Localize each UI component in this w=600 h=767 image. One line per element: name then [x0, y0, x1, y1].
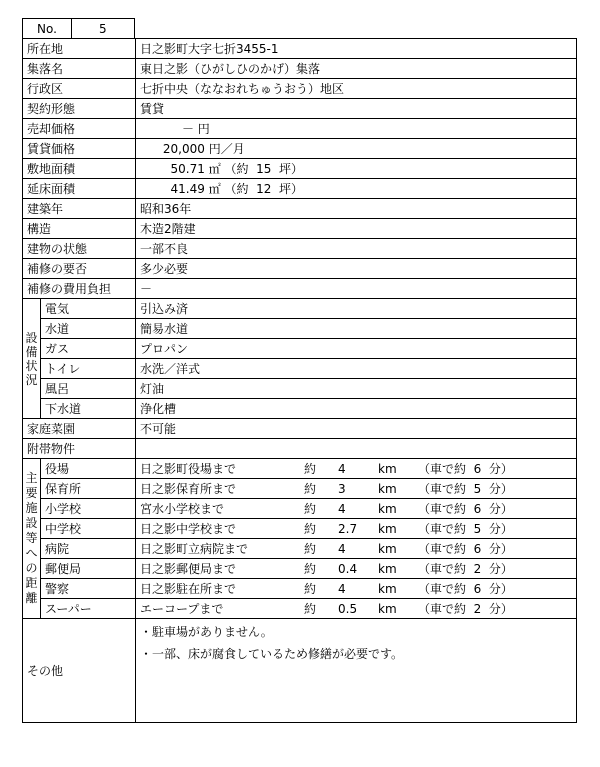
distance-unit: km: [378, 461, 397, 476]
distance-detail: [140, 580, 576, 598]
distance-label: スーパー: [41, 599, 136, 619]
distance-car-time: （車で約 5 分）: [418, 521, 513, 536]
info-row: [23, 259, 577, 279]
distance-row: [23, 559, 577, 579]
row-value: 一部不良: [136, 239, 577, 259]
distance-km: 2.7: [338, 521, 358, 536]
row-label: 行政区: [23, 79, 136, 99]
row-value: 20,000 円／月: [136, 139, 577, 159]
distance-value: [136, 479, 577, 499]
distance-approx: 約: [304, 461, 317, 476]
row-label: 敷地面積: [23, 159, 136, 179]
facility-label: 電気: [41, 299, 136, 319]
facility-label: トイレ: [41, 359, 136, 379]
row-label: 集落名: [23, 59, 136, 79]
distance-label: 保育所: [41, 479, 136, 499]
info-row: [23, 139, 577, 159]
row-value: 七折中央（ななおれちゅうおう）地区: [136, 79, 577, 99]
distance-detail: [140, 480, 576, 498]
distance-km: 0.5: [338, 601, 358, 616]
distance-approx: 約: [304, 541, 317, 556]
distance-row: [23, 579, 577, 599]
distance-row: [23, 459, 577, 479]
distance-label: 警察: [41, 579, 136, 599]
other-label: その他: [23, 619, 136, 723]
distance-car-time: （車で約 2 分）: [418, 561, 513, 576]
distance-value: [136, 519, 577, 539]
row-label: 所在地: [23, 39, 136, 59]
distance-detail: [140, 540, 576, 558]
distance-unit: km: [378, 501, 397, 516]
row-value: 東日之影（ひがしひのかげ）集落: [136, 59, 577, 79]
row-label: 賃貸価格: [23, 139, 136, 159]
distances-group-label: 主 要 施 設 等 へ の 距 離: [23, 459, 41, 619]
distance-destination: 日之影中学校まで: [140, 521, 237, 536]
row-value: 木造2階建: [136, 219, 577, 239]
row-label: 補修の要否: [23, 259, 136, 279]
row-value: － 円: [136, 119, 577, 139]
row-label: 売却価格: [23, 119, 136, 139]
row-label: 建物の状態: [23, 239, 136, 259]
distance-row: [23, 499, 577, 519]
info-row: [23, 59, 577, 79]
distance-detail: [140, 500, 576, 518]
row-label: 建築年: [23, 199, 136, 219]
distance-value: [136, 499, 577, 519]
info-row: [23, 239, 577, 259]
row-label: 家庭菜園: [23, 419, 136, 439]
distance-destination: 日之影町役場まで: [140, 461, 237, 476]
number-box: [22, 18, 135, 38]
distance-km: 4: [338, 461, 346, 476]
facility-row: [23, 319, 577, 339]
distance-approx: 約: [304, 581, 317, 596]
row-value: 50.71 ㎡ （約 15 坪）: [136, 159, 577, 179]
distance-car-time: （車で約 6 分）: [418, 501, 513, 516]
facility-value: 灯油: [136, 379, 577, 399]
distance-row: [23, 599, 577, 619]
info-row: [23, 279, 577, 299]
row-label: 延床面積: [23, 179, 136, 199]
info-row: [23, 199, 577, 219]
distance-value: [136, 539, 577, 559]
other-notes: [136, 619, 577, 723]
row-value: 賃貸: [136, 99, 577, 119]
distance-detail: [140, 600, 576, 618]
row-label: 構造: [23, 219, 136, 239]
distance-approx: 約: [304, 501, 317, 516]
distance-label: 郵便局: [41, 559, 136, 579]
number-value: 5: [99, 22, 107, 36]
distance-destination: 日之影町立病院まで: [140, 541, 249, 556]
row-label: 補修の費用負担: [23, 279, 136, 299]
row-value: －: [136, 279, 577, 299]
distance-destination: エーコープまで: [140, 601, 224, 616]
row-label: 附帯物件: [23, 439, 136, 459]
distance-destination: 日之影保育所まで: [140, 481, 237, 496]
info-row: [23, 159, 577, 179]
distance-unit: km: [378, 481, 397, 496]
distance-car-time: （車で約 6 分）: [418, 581, 513, 596]
other-note-line: ・駐車場がありません。: [140, 625, 273, 639]
distance-km: 4: [338, 541, 346, 556]
distance-km: 4: [338, 501, 346, 516]
facility-value: プロパン: [136, 339, 577, 359]
facility-row: [23, 299, 577, 319]
info-row: [23, 439, 577, 459]
facility-value: 引込み済: [136, 299, 577, 319]
number-label: No.: [37, 22, 57, 36]
info-row: [23, 219, 577, 239]
property-table: [22, 38, 577, 723]
distance-detail: [140, 460, 576, 478]
row-value: 昭和36年: [136, 199, 577, 219]
row-label: 契約形態: [23, 99, 136, 119]
row-value: [136, 439, 577, 459]
other-row: [23, 619, 577, 723]
distance-unit: km: [378, 601, 397, 616]
info-row: [23, 119, 577, 139]
distance-detail: [140, 560, 576, 578]
facility-row: [23, 359, 577, 379]
facility-label: ガス: [41, 339, 136, 359]
distance-unit: km: [378, 541, 397, 556]
distance-km: 0.4: [338, 561, 358, 576]
facility-value: 簡易水道: [136, 319, 577, 339]
distance-unit: km: [378, 521, 397, 536]
info-row: [23, 79, 577, 99]
info-row: [23, 99, 577, 119]
distance-destination: 宮水小学校まで: [140, 501, 225, 516]
distance-car-time: （車で約 2 分）: [418, 601, 513, 616]
facility-row: [23, 379, 577, 399]
distance-row: [23, 519, 577, 539]
distance-label: 小学校: [41, 499, 136, 519]
facility-label: 風呂: [41, 379, 136, 399]
facility-row: [23, 339, 577, 359]
distance-label: 役場: [41, 459, 136, 479]
info-row: [23, 39, 577, 59]
distance-car-time: （車で約 6 分）: [418, 461, 513, 476]
distance-destination: 日之影駐在所まで: [140, 581, 237, 596]
distance-value: [136, 459, 577, 479]
facility-row: [23, 399, 577, 419]
distance-unit: km: [378, 561, 397, 576]
distance-km: 4: [338, 581, 346, 596]
distance-approx: 約: [304, 481, 317, 496]
facility-label: 水道: [41, 319, 136, 339]
facility-value: 水洗／洋式: [136, 359, 577, 379]
facility-label: 下水道: [41, 399, 136, 419]
distance-detail: [140, 520, 576, 538]
row-value: 多少必要: [136, 259, 577, 279]
distance-car-time: （車で約 5 分）: [418, 481, 513, 496]
distance-value: [136, 559, 577, 579]
distance-unit: km: [378, 581, 397, 596]
row-value: 日之影町大字七折3455-1: [136, 39, 577, 59]
facilities-group-label: 設 備 状 況: [23, 299, 41, 419]
distance-row: [23, 479, 577, 499]
distance-label: 中学校: [41, 519, 136, 539]
number-divider: [71, 19, 72, 38]
row-value: 41.49 ㎡ （約 12 坪）: [136, 179, 577, 199]
distance-destination: 日之影郵便局まで: [140, 561, 237, 576]
distance-approx: 約: [304, 561, 317, 576]
distance-approx: 約: [304, 601, 317, 616]
info-row: [23, 419, 577, 439]
distance-row: [23, 539, 577, 559]
distance-value: [136, 579, 577, 599]
distance-car-time: （車で約 6 分）: [418, 541, 513, 556]
row-value: 不可能: [136, 419, 577, 439]
other-note-line: ・一部、床が腐食しているため修繕が必要です。: [140, 647, 404, 661]
distance-km: 3: [338, 481, 346, 496]
distance-approx: 約: [304, 521, 317, 536]
info-row: [23, 179, 577, 199]
facility-value: 浄化槽: [136, 399, 577, 419]
distance-label: 病院: [41, 539, 136, 559]
distance-value: [136, 599, 577, 619]
